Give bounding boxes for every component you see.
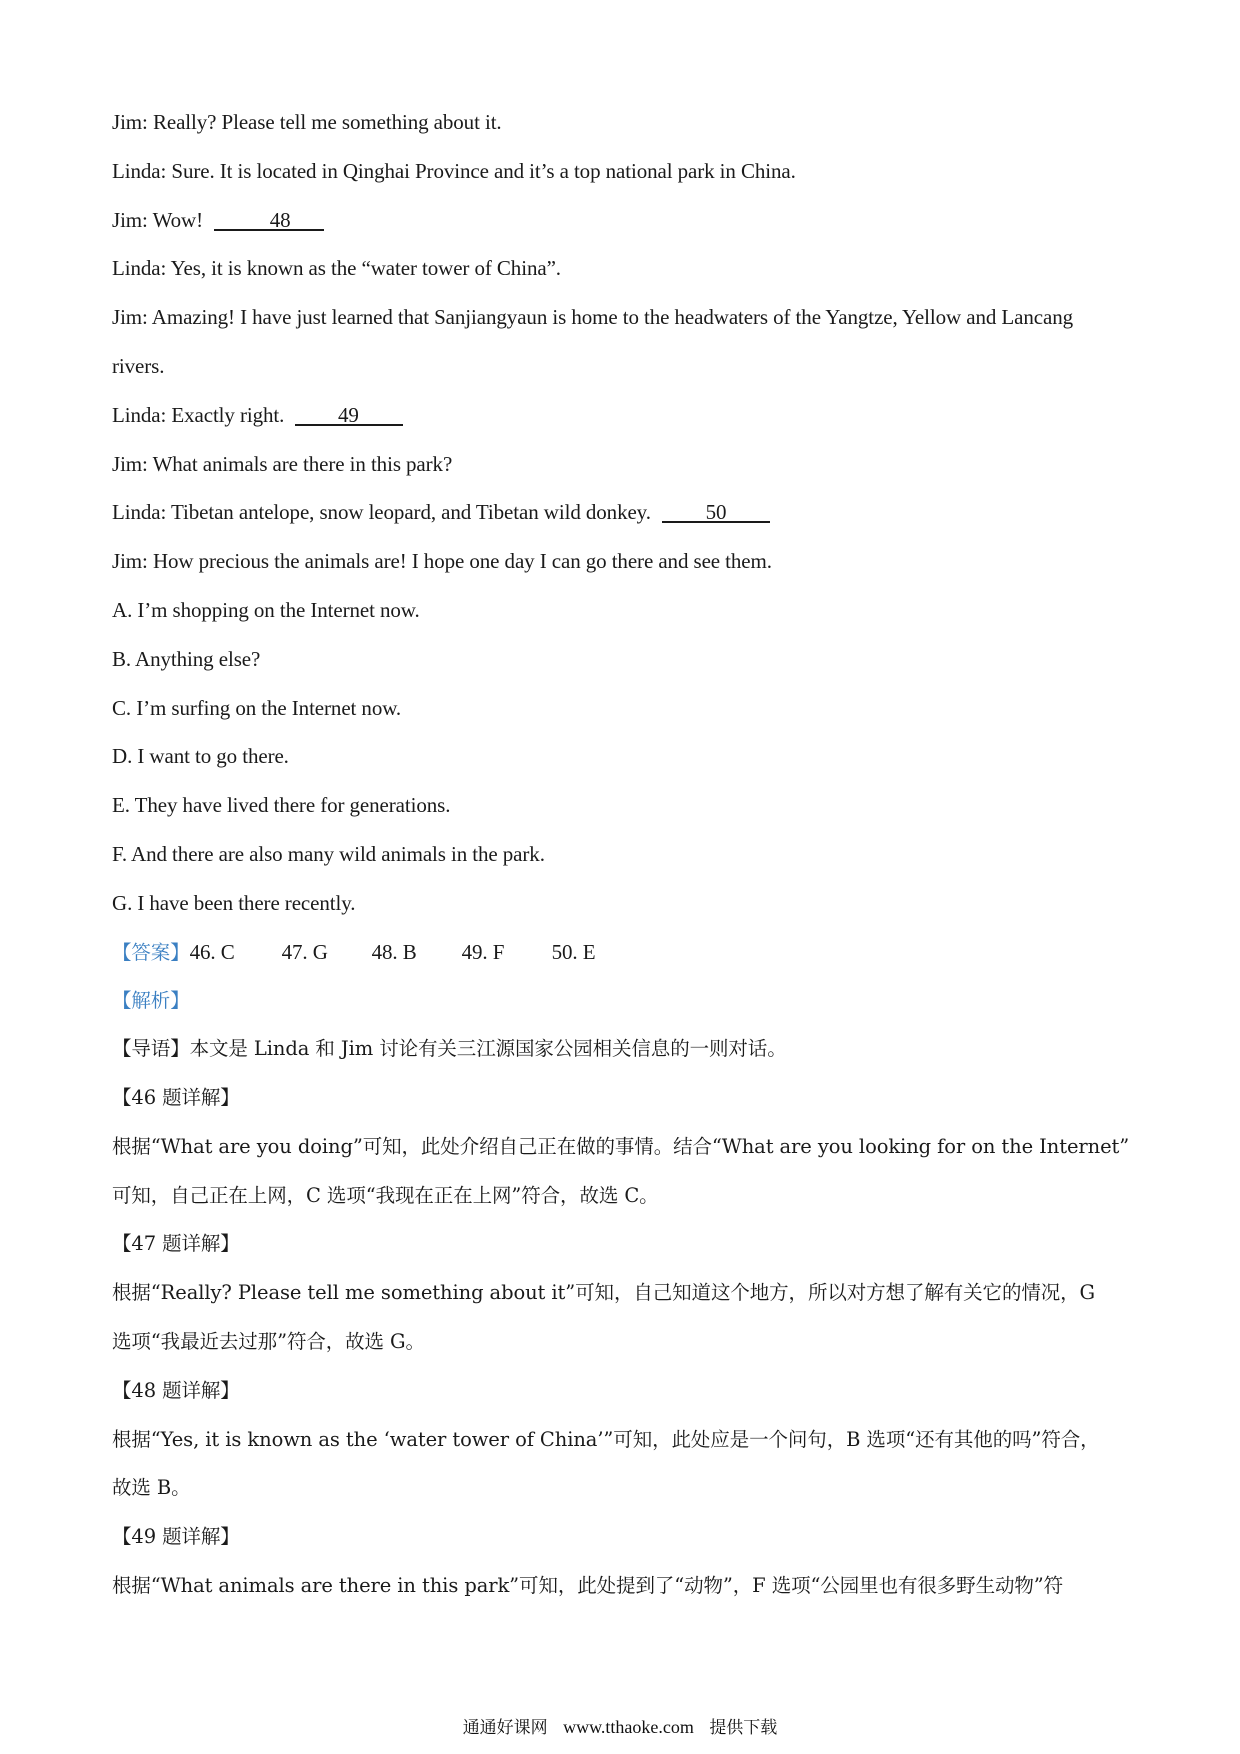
utterance: Really? Please tell me something about it.	[152, 110, 502, 134]
detail-heading-47: 【47 题详解】	[112, 1232, 240, 1256]
dialogue-line	[112, 537, 1128, 586]
dialogue-line	[112, 98, 1128, 147]
dialogue-line	[112, 293, 1128, 342]
detail-text: 根据“Really? Please tell me something about it”可知，自己知道这个地方，所以对方想了解有关它的情况，G	[112, 1281, 1096, 1305]
detail-text: 根据“What animals are there in this park”可知，此处提到了“动物”，F 选项“公园里也有很多野生动物”符	[112, 1573, 1064, 1597]
speaker: Jim:	[112, 451, 148, 476]
utterance: Exactly right.	[171, 402, 285, 427]
option-b: B. Anything else?	[112, 646, 261, 671]
utterance: Sure. It is located in Qinghai Province and it’s a top national park in China.	[171, 158, 796, 183]
document-page	[112, 98, 1128, 1611]
utterance: What animals are there in this park?	[152, 451, 453, 476]
detail-text: 根据“What are you doing”可知，此处介绍自己正在做的事情。结合“What are you looking for on the Internet”	[112, 1134, 1130, 1158]
option-c: C. I’m surfing on the Internet now.	[112, 695, 402, 720]
page-footer	[0, 1713, 1240, 1738]
dialogue-line	[112, 147, 1128, 196]
answer-item: 46. C	[189, 939, 235, 964]
detail-heading-46: 【46 题详解】	[112, 1085, 240, 1109]
speaker: Linda:	[112, 402, 167, 427]
detail-heading-49: 【49 题详解】	[112, 1525, 240, 1549]
footer-suffix: 提供下载	[709, 1718, 778, 1738]
answer-item: 48. B	[371, 939, 417, 964]
utterance: Wow!	[152, 207, 203, 232]
option-d: D. I want to go there.	[112, 744, 289, 769]
utterance: Yes, it is known as the “water tower of China”.	[170, 256, 561, 281]
detail-text: 故选 B。	[112, 1476, 191, 1500]
option-g: G. I have been there recently.	[112, 890, 356, 915]
dialogue-line	[112, 440, 1128, 489]
footer-site-name: 通通好课网	[462, 1718, 548, 1738]
answer-item: 49. F	[461, 939, 505, 964]
option-f: F. And there are also many wild animals in the park.	[112, 841, 545, 866]
detail-heading-48: 【48 题详解】	[112, 1378, 240, 1402]
answer-item: 50. E	[551, 939, 596, 964]
answer-row	[112, 928, 1128, 977]
utterance-continuation: rivers.	[112, 353, 165, 378]
answer-blank-49: 49	[295, 406, 403, 426]
speaker: Jim:	[112, 549, 148, 574]
intro-paragraph: 【导语】本文是 Linda 和 Jim 讨论有关三江源国家公园相关信息的一则对话。	[112, 1037, 787, 1061]
answer-item: 47. G	[281, 939, 328, 964]
speaker: Jim:	[112, 110, 148, 134]
speaker: Linda:	[112, 256, 167, 281]
answer-blank-50: 50	[662, 503, 770, 523]
speaker: Jim:	[112, 207, 148, 232]
answer-blank-48: 48	[214, 211, 324, 231]
dialogue-line-continuation	[112, 342, 1128, 391]
detail-text: 可知，自己正在上网，C 选项“我现在正在上网”符合，故选 C。	[112, 1183, 659, 1207]
option-e: E. They have lived there for generations.	[112, 793, 451, 818]
utterance: Amazing! I have just learned that Sanjiangyaun is home to the headwaters of the Yangtze, Yellow and Lancang	[151, 305, 1073, 330]
answer-label: 【答案】	[112, 940, 190, 964]
speaker: Linda:	[112, 158, 167, 183]
detail-text: 选项“我最近去过那”符合，故选 G。	[112, 1329, 425, 1353]
analysis-heading	[112, 976, 1128, 1025]
footer-url[interactable]: www.tthaoke.com	[563, 1717, 694, 1737]
detail-text: 根据“Yes, it is known as the ‘water tower of China’”可知，此处应是一个问句，B 选项“还有其他的吗”符合，	[112, 1427, 1100, 1451]
dialogue-line	[112, 391, 1128, 440]
utterance: Tibetan antelope, snow leopard, and Tibetan wild donkey.	[171, 500, 651, 525]
option-a: A. I’m shopping on the Internet now.	[112, 597, 420, 622]
dialogue-line	[112, 196, 1128, 245]
dialogue-line	[112, 244, 1128, 293]
speaker: Linda:	[112, 500, 167, 525]
speaker: Jim:	[112, 305, 148, 330]
analysis-label: 【解析】	[112, 989, 190, 1013]
utterance: How precious the animals are! I hope one day I can go there and see them.	[152, 549, 772, 574]
dialogue-line	[112, 488, 1128, 537]
